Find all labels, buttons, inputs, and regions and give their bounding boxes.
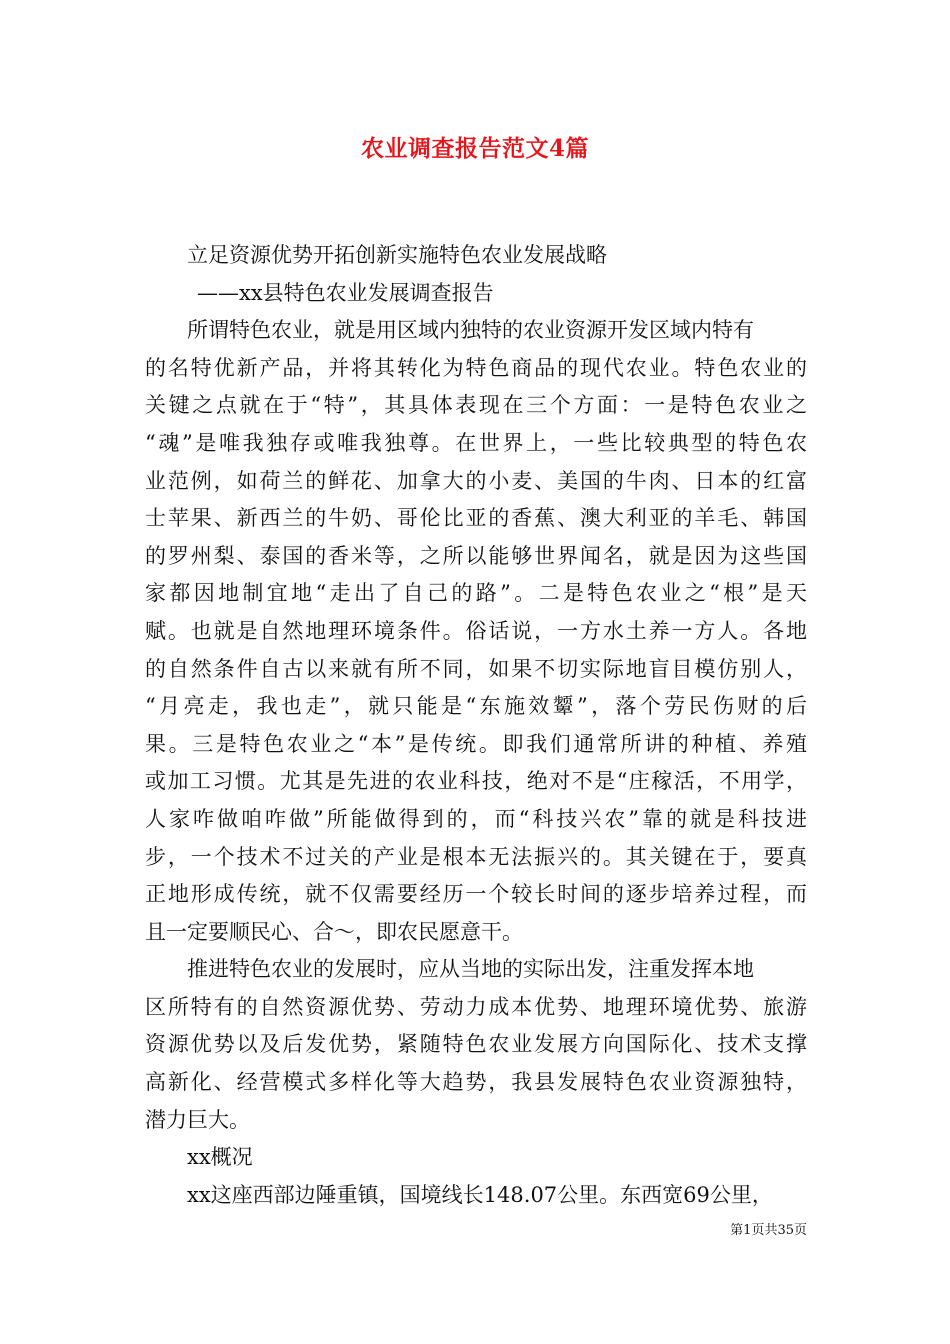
- report-subheading: ——xx县特色农业发展调查报告: [197, 280, 494, 305]
- paragraph-line: “月亮走，我也走”，就只能是“东施效颦”，落个劳民伤财的后: [145, 694, 807, 719]
- document-body: [145, 237, 807, 1214]
- paragraph-line: 所谓特色农业，就是用区域内独特的农业资源开发区域内特有: [187, 318, 754, 343]
- paragraph-line: 人家咋做咱咋做”所能做得到的，而“科技兴农”靠的就是科技进: [145, 806, 807, 831]
- paragraph-line: 士苹果、新西兰的牛奶、哥伦比亚的香蕉、澳大利亚的羊毛、韩国: [145, 506, 807, 531]
- paragraph-line: 的自然条件自古以来就有所不同，如果不切实际地盲目模仿别人，: [145, 656, 807, 681]
- paragraph-line: 且一定要顺民心、合～，即农民愿意干。: [145, 919, 523, 944]
- paragraph-line: 业范例，如荷兰的鲜花、加拿大的小麦、美国的牛肉、日本的红富: [145, 468, 807, 493]
- paragraph-line: 的名特优新产品，并将其转化为特色商品的现代农业。特色农业的: [145, 355, 807, 380]
- paragraph-line: 家都因地制宜地“走出了自己的路”。二是特色农业之“根”是天: [145, 581, 807, 606]
- section-heading: xx概况: [187, 1145, 253, 1170]
- report-heading: 立足资源优势开拓创新实施特色农业发展战略: [187, 243, 607, 267]
- paragraph-3: [145, 1177, 807, 1215]
- paragraph-line: 推进特色农业的发展时，应从当地的实际出发，注重发挥本地: [187, 957, 754, 982]
- paragraph-line: 潜力巨大。: [145, 1107, 250, 1132]
- paragraph-line: 正地形成传统，就不仅需要经历一个较长时间的逐步培养过程，而: [145, 882, 807, 907]
- paragraph-line: 果。三是特色农业之“本”是传统。即我们通常所讲的种植、养殖: [145, 731, 807, 756]
- paragraph-line: 或加工习惯。尤其是先进的农业科技，绝对不是“庄稼活，不用学，: [145, 769, 807, 794]
- paragraph-line: 区所特有的自然资源优势、劳动力成本优势、地理环境优势、旅游: [145, 994, 807, 1019]
- paragraph-line: 关键之点就在于“特”，其具体表现在三个方面：一是特色农业之: [145, 393, 807, 418]
- paragraph-line: 资源优势以及后发优势，紧随特色农业发展方向国际化、技术支撑: [145, 1032, 807, 1057]
- paragraph-line: xx这座西部边陲重镇，国境线长148.07公里。东西宽69公里，: [187, 1182, 773, 1207]
- page-indicator: 第1页共35页: [730, 1223, 807, 1238]
- document-title: 农业调查报告范文4篇: [360, 135, 589, 162]
- paragraph-line: 赋。也就是自然地理环境条件。俗话说，一方水土养一方人。各地: [145, 618, 807, 643]
- paragraph-line: 步，一个技术不过关的产业是根本无法振兴的。其关键在于，要真: [145, 844, 807, 869]
- paragraph-1: [145, 312, 807, 951]
- paragraph-2: [145, 951, 807, 1139]
- paragraph-line: 高新化、经营模式多样化等大趋势，我县发展特色农业资源独特，: [145, 1070, 807, 1095]
- paragraph-line: “魂”是唯我独存或唯我独尊。在世界上，一些比较典型的特色农: [145, 430, 807, 455]
- paragraph-line: 的罗州梨、泰国的香米等，之所以能够世界闻名，就是因为这些国: [145, 543, 807, 568]
